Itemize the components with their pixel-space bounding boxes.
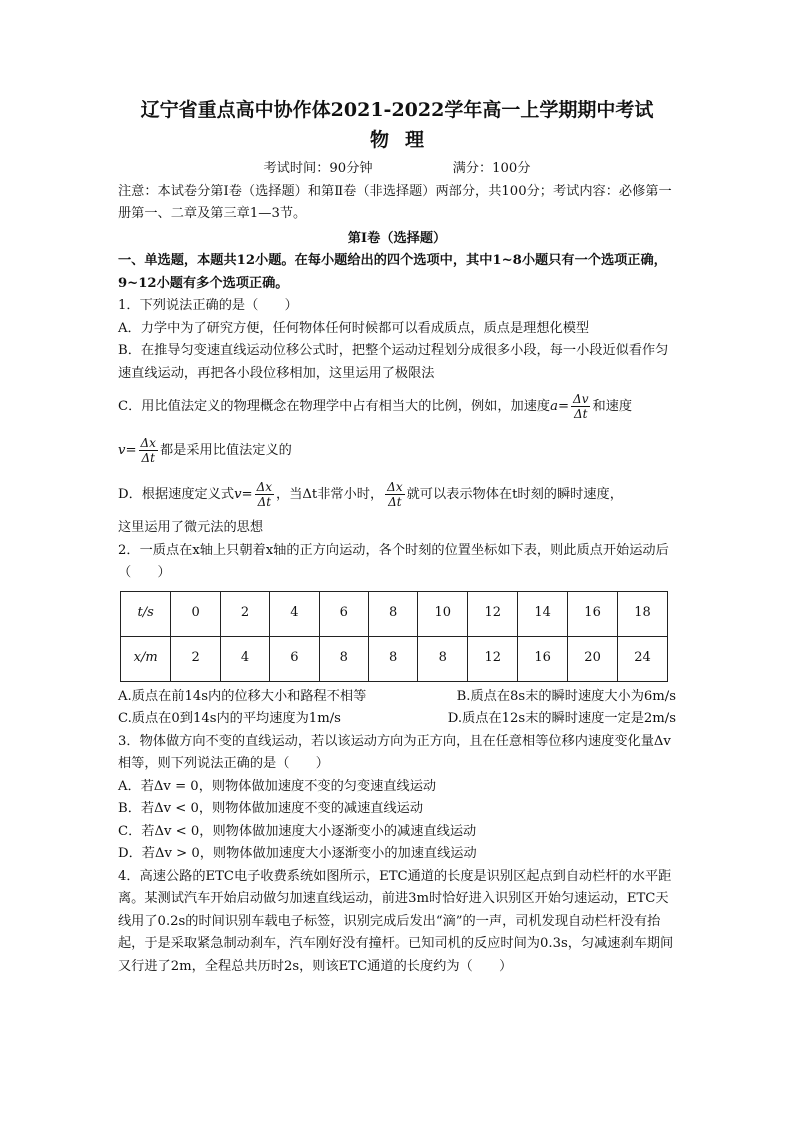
q3-option-a: A．若Δv = 0，则物体做加速度不变的匀变速直线运动 <box>118 778 437 794</box>
q1-option-c <box>118 385 676 429</box>
table-cell: 2 <box>171 636 220 681</box>
table-cell: 20 <box>568 636 618 681</box>
q3-stem: 3．物体做方向不变的直线运动，若以该运动方向为正方向，且在任意相等位移内速度变化量Δv相等，则下列说法正确的是（ ） <box>118 733 671 771</box>
table-cell: 8 <box>319 636 368 681</box>
table-cell: 12 <box>468 591 518 636</box>
q1-c-post: 都是采用比值法定义的 <box>159 443 292 458</box>
q1-c-fraction-1 <box>571 392 590 421</box>
q1-option-b: B．在推导匀变速直线运动位移公式时，把整个运动过程划分成很多小段，每一小段近似看作匀速直线运动，再把各小段位移相加，这里运用了极限法 <box>118 343 669 381</box>
table-cell: 6 <box>319 591 368 636</box>
fraction-numerator: Δx <box>140 436 156 450</box>
fraction-numerator: Δv <box>573 392 589 406</box>
table-header-time: t/s <box>121 591 171 636</box>
q3-option-b: B．若Δv < 0，则物体做加速度不变的减速直线运动 <box>118 801 424 816</box>
q1-option-d-tail: 这里运用了微元法的思想 <box>118 520 264 535</box>
q3-option-c: C．若Δv < 0，则物体做加速度大小逐渐变小的减速直线运动 <box>118 823 477 839</box>
q1-c-symbol-a: a <box>550 399 558 414</box>
section-title: 第Ⅰ卷（选择题） <box>347 230 447 246</box>
q3-option-d: D．若Δv > 0，则物体做加速度大小逐渐变小的加速直线运动 <box>118 846 477 861</box>
q1-d-post: 就可以表示物体在t时刻的瞬时速度， <box>406 487 623 502</box>
table-cell: 14 <box>518 591 568 636</box>
q2-options-row-1 <box>118 686 676 709</box>
table-cell: 10 <box>418 591 468 636</box>
table-header-position: x/m <box>121 636 171 681</box>
q2-options-row-2 <box>118 708 676 731</box>
q1-d-fraction-1 <box>255 480 274 509</box>
q1-d-mid: ，当Δt非常小时， <box>276 487 384 502</box>
table-cell: 4 <box>270 591 319 636</box>
exam-page <box>118 96 676 978</box>
table-cell: 8 <box>418 636 468 681</box>
table-cell: 18 <box>618 591 668 636</box>
q2-option-c: C.质点在0到14s内的平均速度为1m/s <box>118 711 341 726</box>
q1-d-text: D．根据速度定义式 <box>118 487 235 502</box>
exam-title: 辽宁省重点高中协作体2021-2022学年高一上学期期中考试 <box>140 99 654 121</box>
table-row-position <box>121 636 668 681</box>
q2-option-b: B.质点在8s末的瞬时速度大小为6m/s <box>456 688 676 704</box>
fraction-denominator: Δt <box>257 495 272 509</box>
fraction-denominator: Δt <box>388 495 402 509</box>
section-instructions: 一、单选题，本题共12小题。在每小题给出的四个选项中，其中1~8小题只有一个选项正确，9~12小题有多个选项正确。 <box>118 253 667 291</box>
q4-stem: 4．高速公路的ETC电子收费系统如图所示，ETC通道的长度是识别区起点到自动栏杆的水平距离。某测试汽车开始启动做匀加速直线运动，前进3m时恰好进入识别区开始匀速运动，ETC天线用了0.2s的时间识别车载电子标签，识别完成后发出“滴”的一声，司机发现自动栏杆没有抬起，于是采取紧急制动刹车，汽车刚好没有撞杆。已知司机的反应时间为0.3s，匀减速刹车期间又行进了2m，全程总共历时2s，则该ETC通道的长度约为（ ） <box>118 868 674 974</box>
table-cell: 16 <box>518 636 568 681</box>
q2-option-d: D.质点在12s末的瞬时速度一定是2m/s <box>447 711 676 726</box>
q1-option-a: A．力学中为了研究方便，任何物体任何时候都可以看成质点，质点是理想化模型 <box>118 320 590 336</box>
table-row-time <box>121 591 668 636</box>
subject-title <box>118 126 676 154</box>
full-score: 满分：100分 <box>452 161 531 176</box>
fraction-numerator: Δx <box>256 480 273 494</box>
q1-c-symbol-v: v <box>118 443 126 458</box>
q2-position-table <box>120 591 668 682</box>
fraction-denominator: Δt <box>141 451 155 465</box>
table-cell: 0 <box>171 591 220 636</box>
table-cell: 12 <box>468 636 518 681</box>
exam-notice: 注意：本试卷分第Ⅰ卷（选择题）和第Ⅱ卷（非选择题）两部分，共100分；考试内容：必修第一册第一、二章及第三章1—3节。 <box>118 183 672 221</box>
q1-c-mid: 和速度 <box>592 399 633 414</box>
q1-d-symbol-v: v <box>234 487 242 502</box>
exam-time: 考试时间：90分钟 <box>263 161 373 176</box>
table-cell: 8 <box>368 591 417 636</box>
q2-option-a: A.质点在前14s内的位移大小和路程不相等 <box>118 688 367 704</box>
table-cell: 24 <box>618 636 668 681</box>
table-cell: 4 <box>220 636 269 681</box>
q1-d-fraction-2 <box>385 480 404 509</box>
q1-c-equals: = <box>557 399 570 414</box>
q1-option-d: D．根据速度定义式v= $\frac{\Delta x}{\Delta t}$ ，当Δt非常小时， $\frac{\Delta x}{\Delta t}$ 就可以表示物体在t时刻的瞬时速度， <box>118 480 623 509</box>
table-cell: 16 <box>568 591 618 636</box>
fraction-numerator: Δx <box>387 480 403 494</box>
q2-stem: 2．一质点在x轴上只朝着x轴的正方向运动，各个时刻的位置坐标如下表，则此质点开始运动后（ ） <box>118 542 669 580</box>
q1-c-fraction-2 <box>139 436 158 465</box>
exam-meta <box>118 158 676 181</box>
q1-option-c-cont: v= $\frac{\Delta x}{\Delta t}$ 都是采用比值法定义的 <box>118 436 292 465</box>
fraction-denominator: Δt <box>574 407 588 421</box>
table-cell: 6 <box>270 636 319 681</box>
table-cell: 2 <box>220 591 269 636</box>
subject-char-1: 物 <box>369 129 389 151</box>
table-cell: 8 <box>368 636 417 681</box>
q1-stem: 1．下列说法正确的是（ ） <box>118 298 298 313</box>
subject-char-2: 理 <box>405 129 425 151</box>
q1-c-text: C．用比值法定义的物理概念在物理学中占有相当大的比例，例如，加速度 <box>118 399 551 414</box>
